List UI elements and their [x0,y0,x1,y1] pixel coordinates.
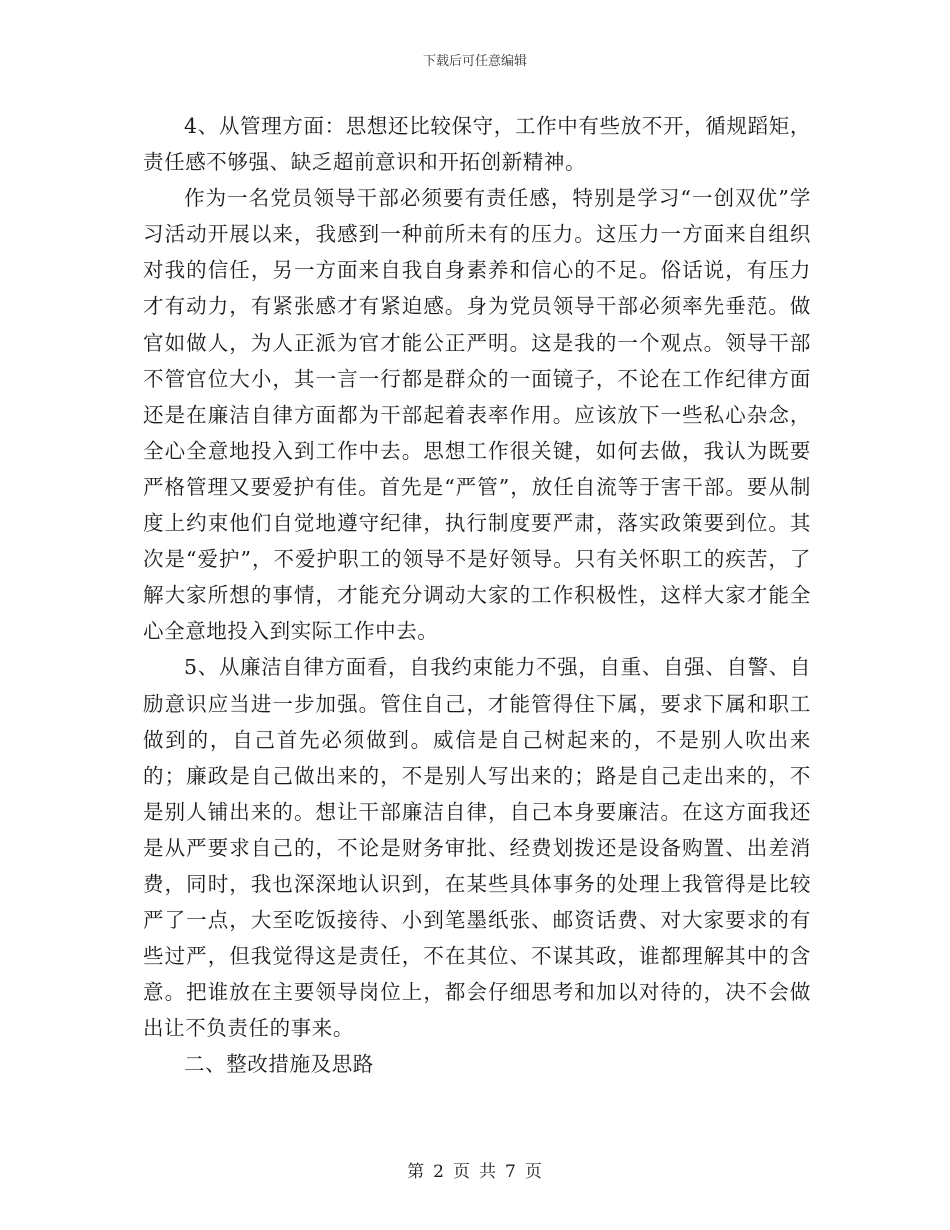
footer-suffix: 页 [524,1162,543,1182]
section-heading-rectification: 二、整改措施及思路 [184,1052,374,1077]
footer-total-pages: 7 [505,1162,517,1182]
footer-current-page: 2 [433,1162,445,1182]
footer-page-word: 页 [453,1162,471,1182]
page-number-footer [0,1157,950,1182]
paragraph-integrity: 5、从廉洁自律方面看，自我约束能力不强，自重、自强、自警、自励意识应当进一步加强。管住自己，才能管得住下属，要求下属和职工做到的，自己首先必须做到。威信是自己树起来的，不是别人吹出来的；廉政是自己做出来的，不是别人写出来的；路是自己走出来的，不是别人铺出来的。想让干部廉洁自律，自己本身要廉洁。在这方面我还是从严要求自己的，不论是财务审批、经费划拨还是设备购置、出差消费，同时，我也深深地认识到，在某些具体事务的处理上我管得是比较严了一点，大至吃饭接待、小到笔墨纸张、邮资话费、对大家要求的有些过严，但我觉得这是责任，不在其位、不谋其政，谁都理解其中的含意。把谁放在主要领导岗位上，都会仔细思考和加以对待的，决不会做出让不负责任的事来。 [143,655,811,1041]
paragraph-management: 4、从管理方面：思想还比较保守，工作中有些放不开，循规蹈矩，责任感不够强、缺乏超前意识和开拓创新精神。 [143,114,811,175]
footer-total-word: 共 [479,1162,497,1182]
header-note: 下载后可任意编辑 [422,54,527,69]
paragraph-responsibility: 作为一名党员领导干部必须要有责任感，特别是学习“一创双优”学习活动开展以来，我感到一种前所未有的压力。这压力一方面来自组织对我的信任，另一方面来自我自身素养和信心的不足。俗话说，有压力才有动力，有紧张感才有紧迫感。身为党员领导干部必须率先垂范。做官如做人，为人正派为官才能公正严明。这是我的一个观点。领导干部不管官位大小，其一言一行都是群众的一面镜子，不论在工作纪律方面还是在廉洁自律方面都为干部起着表率作用。应该放下一些私心杂念，全心全意地投入到工作中去。思想工作很关键，如何去做，我认为既要严格管理又要爱护有佳。首先是“严管”，放任自流等于害干部。要从制度上约束他们自觉地遵守纪律，执行制度要严肃，落实政策要到位。其次是“爱护”，不爱护职工的领导不是好领导。只有关怀职工的疾苦，了解大家所想的事情，才能充分调动大家的工作积极性，这样大家才能全心全意地投入到实际工作中去。 [143,186,811,644]
document-body [143,108,811,1083]
footer-prefix: 第 [407,1162,426,1182]
